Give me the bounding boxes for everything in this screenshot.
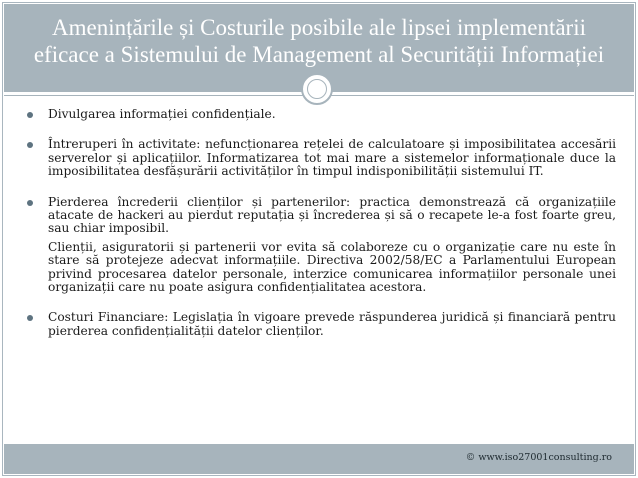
title-line-1: Amenințările și Costurile posibile ale lipsei implementării bbox=[52, 15, 586, 40]
bullet-item bbox=[24, 196, 616, 295]
ring-ornament-icon bbox=[301, 73, 333, 105]
footer-band bbox=[4, 444, 634, 474]
bullet-dot-icon bbox=[27, 200, 33, 206]
bullet-text: Întreruperi în activitate: nefuncționarea rețelei de calculatoare și imposibilitatea accesării serverelor și aplicațiilor. Informatizarea tot mai mare a sistemelor informaționale duce la imposibilitatea desfășurării activităților în timpul indisponibilității sistemului IT. bbox=[48, 137, 616, 179]
bullet-text: Pierderea încrederii clienților și partenerilor: practica demonstrează că organizațiile atacate de hackeri au pierdut reputația și încrederea și să o recapete le-a fost foarte greu, sau chiar imposibil. bbox=[48, 194, 616, 236]
bullet-dot-icon bbox=[27, 142, 33, 148]
bullet-text: Costuri Financiare: Legislația în vigoare prevede răspunderea juridică și financiară pentru pierderea confidențialității datelor clienților. bbox=[48, 310, 616, 338]
bullet-subparagraph: Clienții, asiguratorii și partenerii vor evita să colaboreze cu o organizație care nu este în stare să protejeze adecvat informațiile. Directiva 2002/58/EC a Parlamentului European privind procesarea datelor personale, interzice comunicarea informațiilor personale unei organizații care nu poate asigura confidențialitatea acestora. bbox=[48, 239, 616, 295]
bullet-list bbox=[24, 108, 616, 355]
footer-copyright: © www.iso27001consulting.ro bbox=[465, 452, 612, 463]
title-line-2: eficace a Sistemului de Management al Securității Informației bbox=[33, 42, 605, 67]
bullet-text: Divulgarea informației confidențiale. bbox=[48, 107, 276, 121]
bullet-dot-icon bbox=[27, 112, 33, 118]
ring-ornament-inner bbox=[307, 79, 327, 99]
bullet-item bbox=[24, 311, 616, 338]
bullet-item bbox=[24, 108, 616, 121]
bullet-dot-icon bbox=[27, 315, 33, 321]
slide-title bbox=[16, 14, 622, 68]
bullet-item bbox=[24, 138, 616, 178]
